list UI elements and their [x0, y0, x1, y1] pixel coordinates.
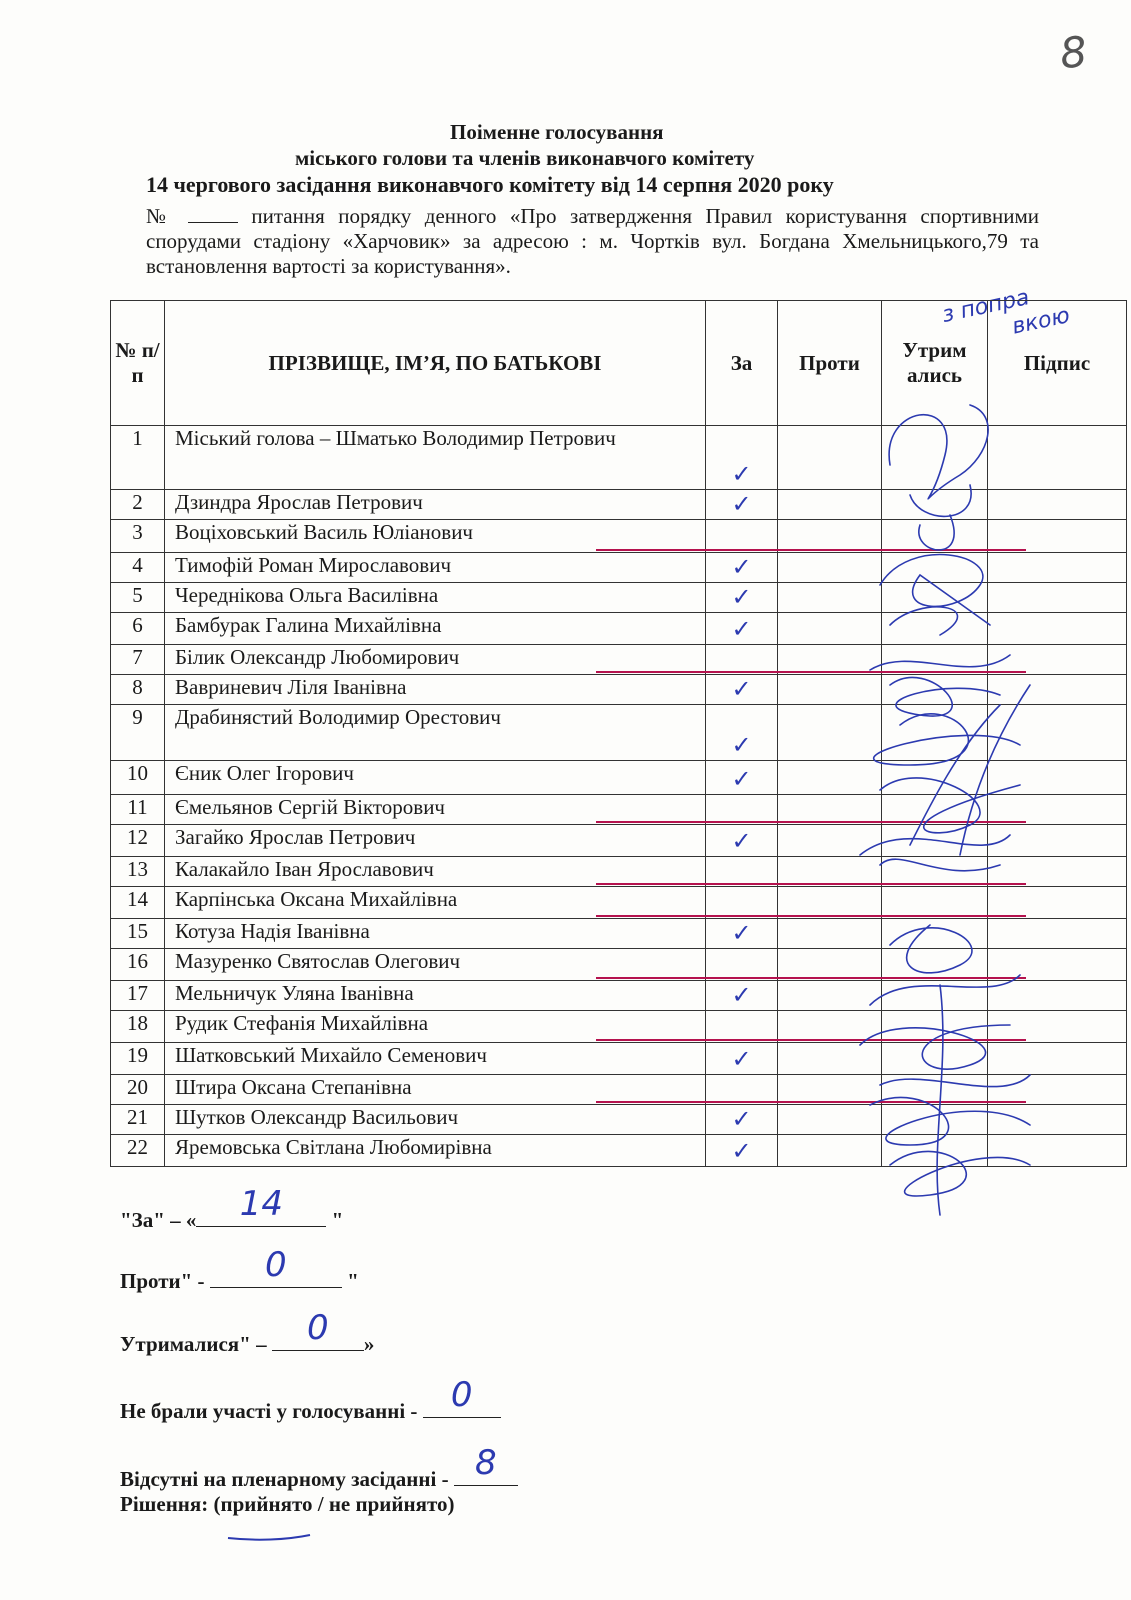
- row-name: Мазуренко Святослав Олегович: [165, 949, 706, 981]
- row-number: 15: [111, 919, 165, 949]
- row-vote-for: ✓: [706, 583, 778, 613]
- header-abstained: Утрим ались: [882, 301, 988, 426]
- row-number: 10: [111, 761, 165, 795]
- row-name: Мельничук Уляна Іванівна: [165, 981, 706, 1011]
- row-number: 14: [111, 887, 165, 919]
- row-name: Череднікова Ольга Василівна: [165, 583, 706, 613]
- row-name: Штира Оксана Степанівна: [165, 1075, 706, 1105]
- row-vote-for: ✓: [706, 761, 778, 795]
- row-vote-for: ✓: [706, 490, 778, 520]
- row-name: Білик Олександр Любомирович: [165, 645, 706, 675]
- title-line-2: міського голови та членів виконавчого комітету: [295, 146, 755, 170]
- decision-underline-mark: [226, 1532, 312, 1542]
- number-sign: №: [146, 204, 175, 228]
- row-name: Єник Олег Ігорович: [165, 761, 706, 795]
- summary-for-label: "За" – «: [120, 1208, 197, 1232]
- row-name: Дзиндра Ярослав Петрович: [165, 490, 706, 520]
- header-number: № п/п: [111, 301, 165, 426]
- summary-abstained: [120, 1308, 375, 1357]
- row-number: 1: [111, 426, 165, 490]
- row-number: 18: [111, 1011, 165, 1043]
- page-number: 8: [1057, 26, 1090, 79]
- summary-against-label: Проти" -: [120, 1269, 205, 1293]
- row-number: 22: [111, 1135, 165, 1167]
- handwritten-note-line-1: з попра: [939, 285, 1032, 328]
- row-vote-for: ✓: [706, 553, 778, 583]
- summary-for-blank: [196, 1184, 326, 1227]
- row-name: Загайко Ярослав Петрович: [165, 825, 706, 857]
- summary-abstained-close: »: [363, 1332, 375, 1356]
- row-number: 21: [111, 1105, 165, 1135]
- row-vote-for: ✓: [706, 675, 778, 705]
- row-number: 8: [111, 675, 165, 705]
- row-name: Драбинястий Володимир Орестович: [165, 705, 706, 761]
- row-name: Воціховський Василь Юліанович: [165, 520, 706, 553]
- row-number: 9: [111, 705, 165, 761]
- row-number: 6: [111, 613, 165, 645]
- summary-not-voted-value: 0: [450, 1375, 473, 1415]
- row-vote-for: ✓: [706, 981, 778, 1011]
- row-name: Котуза Надія Іванівна: [165, 919, 706, 949]
- row-number: 3: [111, 520, 165, 553]
- row-name: Рудик Стефанія Михайлівна: [165, 1011, 706, 1043]
- row-number: 19: [111, 1043, 165, 1075]
- row-number: 7: [111, 645, 165, 675]
- row-vote-for: ✓: [706, 919, 778, 949]
- header-for: За: [706, 301, 778, 426]
- row-number: 13: [111, 857, 165, 887]
- agenda-item-text: [146, 204, 1039, 279]
- header-against: Проти: [778, 301, 882, 426]
- row-number: 5: [111, 583, 165, 613]
- row-name: Шатковський Михайло Семенович: [165, 1043, 706, 1075]
- row-number: 4: [111, 553, 165, 583]
- header-full-name: ПРІЗВИЩЕ, ІМ’Я, ПО БАТЬКОВІ: [165, 301, 706, 426]
- decision-accepted: прийнято: [220, 1492, 313, 1516]
- summary-not-voted-blank: [423, 1375, 501, 1418]
- row-name: Вавриневич Ліля Іванівна: [165, 675, 706, 705]
- agenda-item-description: питання порядку денного «Про затвердження Правил користування спортивними спорудами стадіону «Харчовик» за адресою : м. Чортків вул. Богдана Хмельницького,79 та встановлення вартості за користування».: [146, 204, 1040, 278]
- signatures-scribble: [850, 385, 1050, 1225]
- summary-absent-value: 8: [475, 1443, 497, 1483]
- decision-label: Рішення: (: [120, 1492, 221, 1516]
- summary-against-close: ": [341, 1269, 359, 1293]
- row-name: Тимофій Роман Мирославович: [165, 553, 706, 583]
- row-vote-for: ✓: [706, 1105, 778, 1135]
- summary-against-blank: [210, 1245, 342, 1288]
- row-vote-for: ✓: [706, 426, 778, 490]
- summary-absent-blank: [454, 1443, 518, 1486]
- row-number: 16: [111, 949, 165, 981]
- title-line-1: Поіменне голосування: [450, 120, 664, 144]
- summary-absent-label: Відсутні на пленарному засіданні -: [120, 1467, 449, 1491]
- summary-abstained-label: Утрималися" –: [120, 1332, 267, 1356]
- row-vote-for: ✓: [706, 1135, 778, 1167]
- summary-abstained-value: 0: [307, 1308, 329, 1348]
- row-name: Бамбурак Галина Михайлівна: [165, 613, 706, 645]
- row-vote-for: ✓: [706, 1043, 778, 1075]
- row-number: 12: [111, 825, 165, 857]
- summary-against: [120, 1245, 359, 1294]
- summary-abstained-blank: [272, 1308, 364, 1351]
- row-number: 2: [111, 490, 165, 520]
- row-number: 20: [111, 1075, 165, 1105]
- decision-line: [120, 1492, 454, 1517]
- summary-for-close: ": [326, 1208, 344, 1232]
- summary-against-value: 0: [264, 1245, 287, 1285]
- row-vote-for: ✓: [706, 825, 778, 857]
- title-line-3: 14 чергового засідання виконавчого комітету від 14 серпня 2020 року: [146, 172, 834, 197]
- summary-not-voted-label: Не брали участі у голосуванні -: [120, 1399, 418, 1423]
- row-name: Шутков Олександр Васильович: [165, 1105, 706, 1135]
- row-name: Ємельянов Сергій Вікторович: [165, 795, 706, 825]
- row-name: Міський голова – Шматько Володимир Петрович: [165, 426, 706, 490]
- row-number: 17: [111, 981, 165, 1011]
- decision-rest: / не прийнято): [312, 1492, 455, 1516]
- summary-for: [120, 1184, 344, 1233]
- handwritten-note-line-2: вкою: [1009, 303, 1073, 340]
- agenda-number-blank: [188, 208, 238, 223]
- summary-absent: [120, 1443, 518, 1492]
- summary-not-voted: [120, 1375, 501, 1424]
- header-signature: Підпис: [988, 301, 1127, 426]
- summary-for-value: 14: [239, 1184, 284, 1224]
- row-number: 11: [111, 795, 165, 825]
- row-vote-for: ✓: [706, 705, 778, 761]
- row-name: Яремовська Світлана Любомирівна: [165, 1135, 706, 1167]
- row-vote-for: ✓: [706, 613, 778, 645]
- row-name: Карпінська Оксана Михайлівна: [165, 887, 706, 919]
- row-name: Калакайло Іван Ярославович: [165, 857, 706, 887]
